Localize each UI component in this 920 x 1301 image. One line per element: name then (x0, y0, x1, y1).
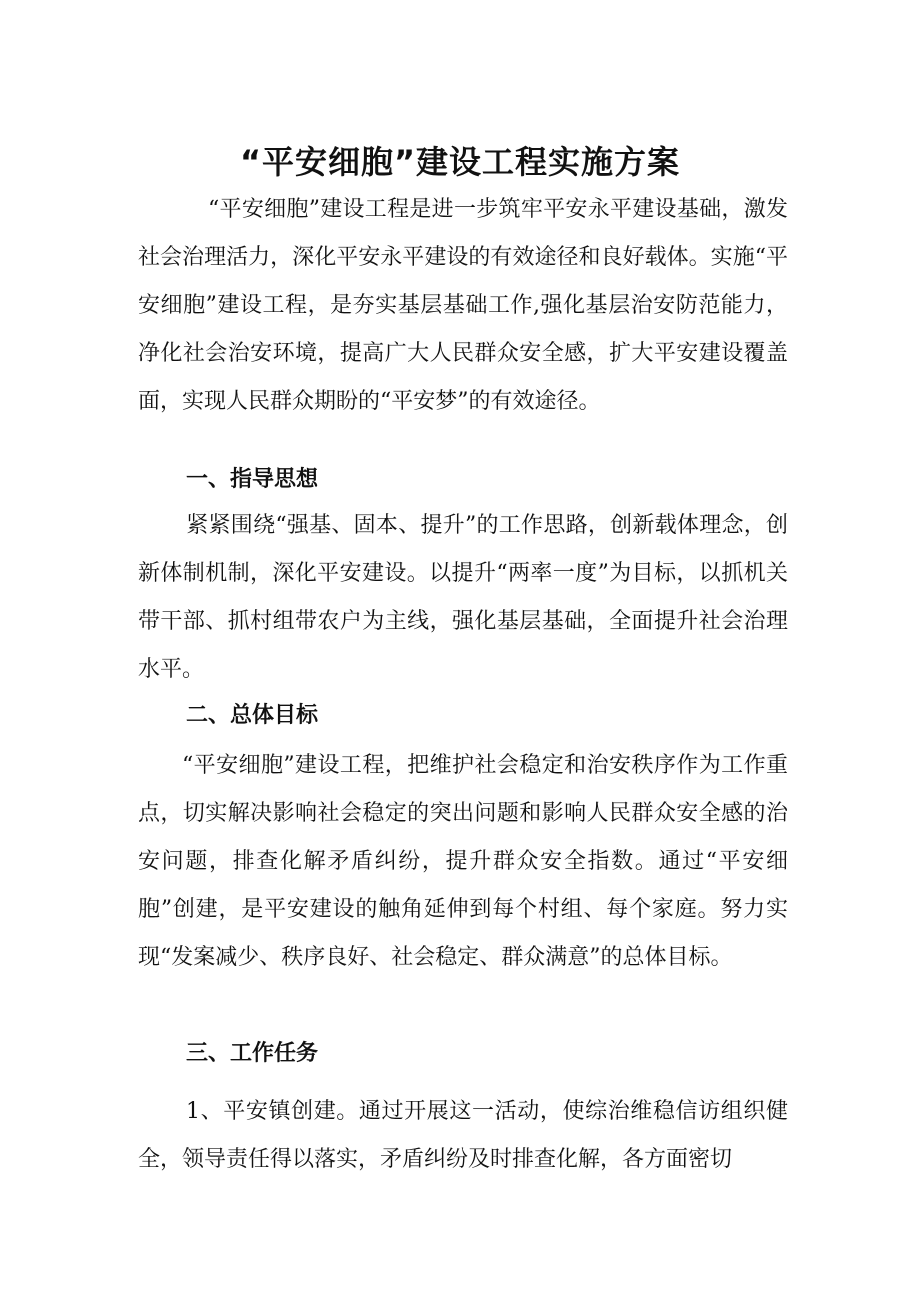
intro-paragraph (138, 186, 788, 426)
section3-item1-text: 1、平安镇创建。通过开展这一活动，使综治维稳信访组织健全，领导责任得以落实，矛盾纠纷及时排查化解，各方面密切 (138, 1099, 788, 1172)
section2-text: “平安细胞”建设工程，把维护社会稳定和治安秩序作为工作重点，切实解决影响社会稳定的突出问题和影响人民群众安全感的治安问题，排查化解矛盾纠纷，提升群众安全指数。通过“平安细胞”创建，是平安建设的触角延伸到每个村组、每个家庭。努力实现“发案减少、秩序良好、社会稳定、群众满意”的总体目标。 (138, 753, 788, 970)
intro-text: “平安细胞”建设工程是进一步筑牢平安永平建设基础，激发社会治理活力，深化平安永平建设的有效途径和良好载体。实施“平安细胞”建设工程，是夯实基层基础工作,强化基层治安防范能力，净化社会治安环境，提高广大人民群众安全感，扩大平安建设覆盖面，实现人民群众期盼的“平安梦”的有效途径。 (138, 197, 788, 414)
section-heading-guiding-ideology: 一、指导思想 (186, 467, 319, 492)
section1-paragraph (138, 502, 788, 694)
section1-text: 紧紧围绕“强基、固本、提升”的工作思路，创新载体理念，创新体制机制，深化平安建设。以提升“两率一度”为目标，以抓机关带干部、抓村组带农户为主线，强化基层基础，全面提升社会治理水平。 (138, 513, 788, 682)
document-title: “平安细胞”建设工程实施方案 (239, 143, 681, 181)
section3-item1-paragraph (138, 1088, 788, 1184)
section-heading-work-tasks: 三、工作任务 (186, 1041, 319, 1066)
section-heading-overall-goal: 二、总体目标 (186, 703, 319, 728)
section2-paragraph (138, 742, 788, 982)
